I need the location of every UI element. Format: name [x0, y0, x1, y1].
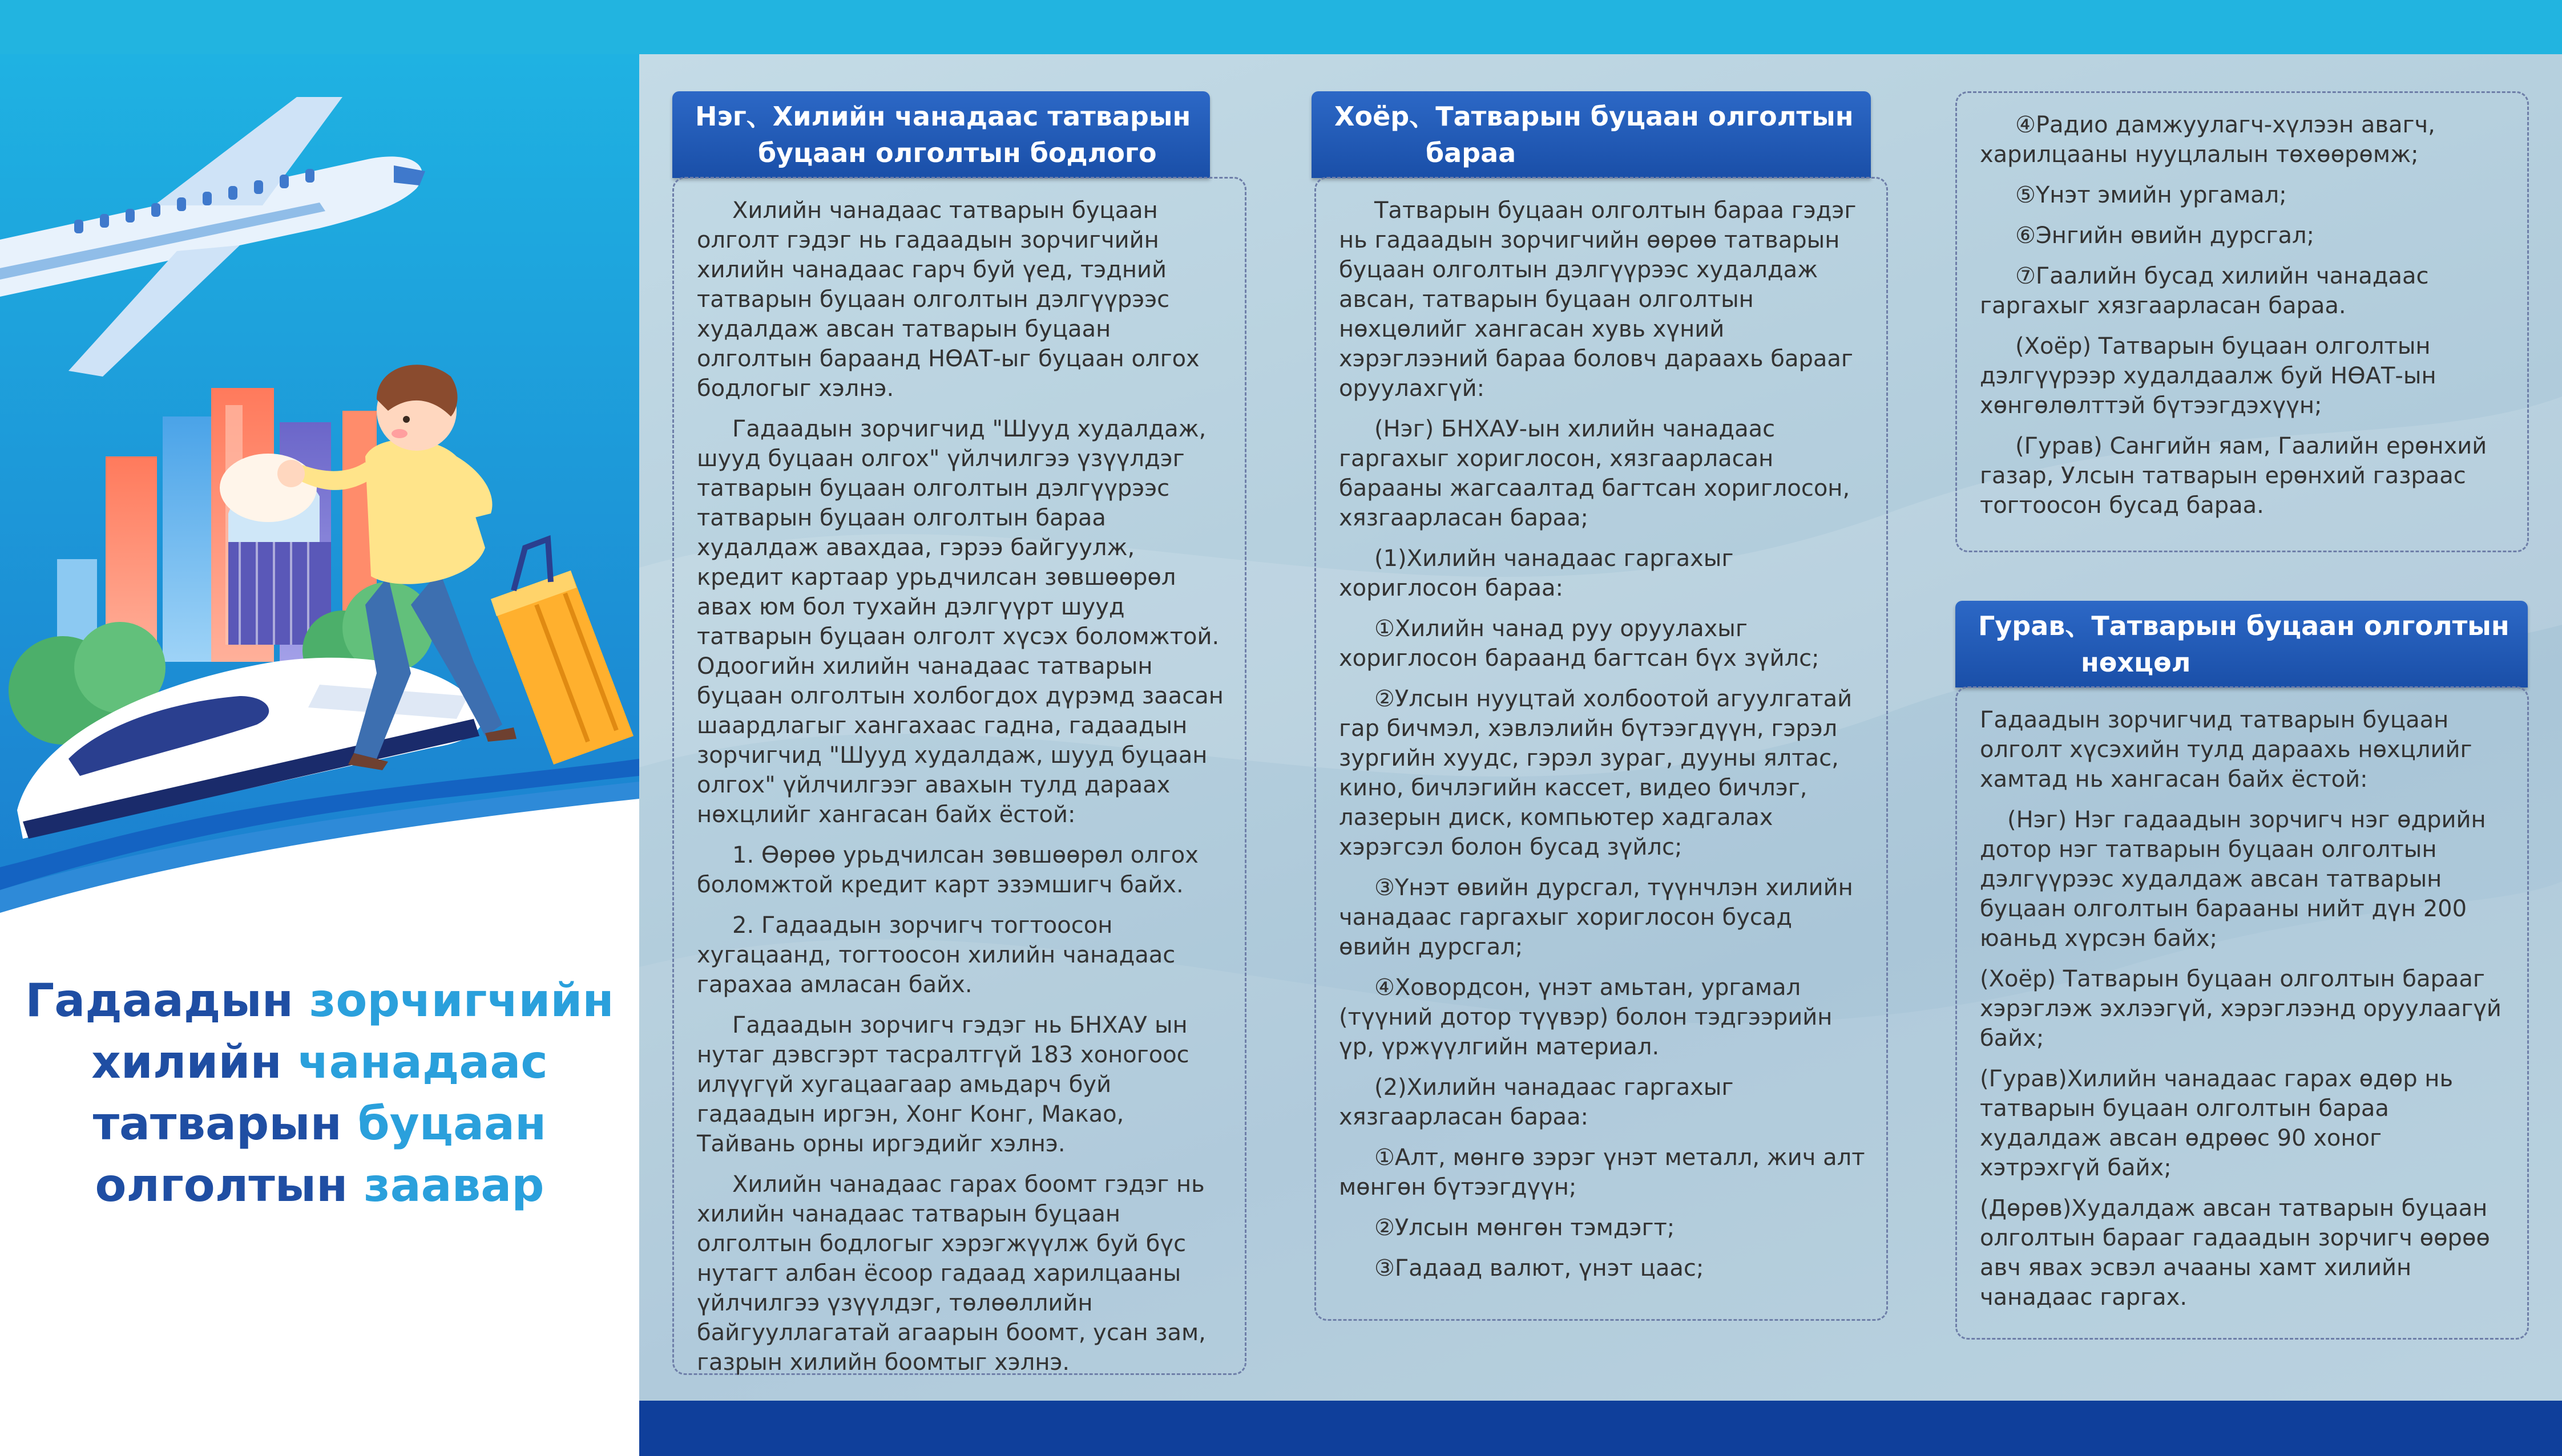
section-2-paragraph: ①Алт, мөнгө зэрэг үнэт металл, жич алт мөнгөн бүтээгдүүн;	[1339, 1144, 1865, 1200]
section-2-paragraph: ⑥Энгийн өвийн дурсгал;	[2015, 223, 2315, 249]
section-3-header	[1955, 601, 2528, 687]
cover-title-line-3	[23, 1093, 616, 1155]
section-1-title-line-2: буцаан олголтын бодлого	[758, 137, 1157, 168]
section-2-paragraph: ④Радио дамжуулагч-хүлээн авагч, харилцааны нууцлалын төхөөрөмж;	[1980, 112, 2435, 168]
cover-title-word: зорчигчийн	[309, 974, 614, 1027]
cover-title-word: чанадаас	[297, 1036, 548, 1089]
cover-title-line-2	[23, 1032, 616, 1093]
section-2-continued-box	[1955, 91, 2529, 552]
section-2-paragraph: ①Хилийн чанад руу оруулахыг хориглосон бараанд багтсан бүх зүйлс;	[1339, 616, 1819, 672]
section-2-paragraph: (Гурав) Сангийн яам, Гаалийн ерөнхий газар, Улсын татварын ерөнхий газраас тогтоосон бусад бараа.	[1980, 433, 2487, 519]
cover-title-line-4	[23, 1155, 616, 1216]
section-3-paragraph: (Гурав)Хилийн чанадаас гарах өдөр нь татварын буцаан олголтын бараа худалдаж авсан өдрөөс 90 хоног хэтрэхгүй байх;	[1980, 1066, 2454, 1181]
section-2-title-line-2: бараа	[1426, 137, 1516, 168]
cover-title-word: хилийн	[91, 1036, 282, 1089]
cover-title-word: буцаан	[357, 1097, 547, 1150]
section-3-paragraph: Гадаадын зорчигчид татварын буцаан олголт хүсэхийн тулд дараахь нөхцлийг хамтад нь хангасан байх ёстой:	[1980, 707, 2472, 792]
section-3-title-line-1: Гурав、Татварын буцаан олголтын	[1978, 610, 2509, 641]
cover-title-line-1	[23, 970, 616, 1032]
section-1-paragraph: Хилийн чанадаас гарах боомт гэдэг нь хилийн чанадаас татварын буцаан олголтын бодлогыг хэрэгжүүлж буй бүс нутагт албан ёсоор гадаад харилцааны үйлчилгээ үзүүлдэг, төлөөллийн байгууллагатай агаарын боомт, усан зам, газрын хилийн боомтыг хэлнэ.	[697, 1171, 1206, 1376]
bottom-banner-bar	[639, 1401, 2562, 1456]
section-2-paragraph: ⑤Үнэт эмийн ургамал;	[2015, 182, 2287, 208]
section-1-paragraph: 2. Гадаадын зорчигч тогтоосон хугацаанд, тогтоосон хилийн чанадаас гарахаа амласан байх.	[697, 912, 1176, 998]
section-2-paragraph: ⑦Гаалийн бусад хилийн чанадаас гаргахыг хязгаарласан бараа.	[1980, 263, 2429, 319]
section-1-paragraph: Хилийн чанадаас татварын буцаан олголт гэдэг нь гадаадын зорчигчийн хилийн чанадаас гарч буй үед, тэдний татварын буцаан олголтын дэлгүүрээс худалдаж авсан татварын буцаан олголтын бараанд НӨАТ-ыг буцаан олгох бодлогыг хэлнэ.	[697, 197, 1200, 402]
section-2-paragraph: (Нэг) БНХАУ-ын хилийн чанадаас гаргахыг хориглосон, хязгаарласан барааны жагсаалтад багтсан хориглосон, хязгаарласан бараа;	[1339, 416, 1850, 531]
cover-title-word: олголтын	[95, 1159, 348, 1212]
cover-illustration	[0, 0, 639, 1456]
section-2-paragraph: (1)Хилийн чанадаас гаргахыг хориглосон бараа:	[1339, 545, 1734, 601]
cover-title	[23, 970, 616, 1216]
section-1-header	[672, 91, 1210, 178]
section-3-paragraph: (Нэг) Нэг гадаадын зорчигч нэг өдрийн дотор нэг татварын буцаан олголтын дэлгүүрээс худалдаж авсан татварын буцаан олголтын барааны нийт дүн 200 юаньд хүрсэн байх;	[1980, 807, 2486, 952]
section-2-box	[1314, 177, 1888, 1321]
section-3-paragraph: (Хоёр) Татварын буцаан олголтын барааг хэрэглэж эхлээгүй, хэрэглээнд оруулаагүй байх;	[1980, 966, 2502, 1051]
section-1-paragraph: Гадаадын зорчигч гэдэг нь БНХАУ ын нутаг дэвсгэрт тасралтгүй 183 хоногоос илүүгүй хугацаагаар амьдарч буй гадаадын иргэн, Хонг Конг, Макао, Тайвань орны иргэдийг хэлнэ.	[697, 1012, 1189, 1157]
section-2-paragraph: ③Гадаад валют, үнэт цаас;	[1374, 1255, 1704, 1281]
section-3-paragraph: (Дөрөв)Худалдаж авсан татварын буцаан олголтын барааг гадаадын зорчигч өөрөө авч явах эсвэл ачааны хамт хилийн чанадаас гаргах.	[1980, 1195, 2490, 1311]
section-2-paragraph: Татварын буцаан олголтын бараа гэдэг нь гадаадын зорчигчийн өөрөө татварын буцаан олголтын дэлгүүрээс худалдаж авсан, татварын буцаан олголтын нөхцөлийг хангасан хувь хүний хэрэглээний бараа боловч дараахь барааг оруулахгүй:	[1339, 197, 1857, 402]
section-2-title-line-1: Хоёр、Татварын буцаан олголтын	[1334, 101, 1854, 132]
section-2-paragraph: ③Үнэт өвийн дурсгал, түүнчлэн хилийн чанадаас гаргахыг хориглосон бусад өвийн дурсгал;	[1339, 875, 1853, 960]
section-1-paragraph: Гадаадын зорчигчид "Шууд худалдаж, шууд буцаан олгох" үйлчилгээ үзүүлдэг татварын буцаан олголтын дэлгүүрээс татварын буцаан олголтын бараа худалдаж авахдаа, гэрээ байгуулж, кредит картаар урьдчилсан зөвшөөрөл авах юм бол тухайн дэлгүүрт шууд татварын буцаан олголт хүсэх боломжтой. Одоогийн хилийн чанадаас татварын буцаан олголтын холбогдох дүрэмд заасан шаардлагыг хангахаас гадна, гадаадын зорчигчид "Шууд худалдаж, шууд буцаан олгох" үйлчилгээг авахын тулд дараах нөхцлийг хангасан байх ёстой:	[697, 416, 1224, 828]
section-3-title-line-2: нөхцөл	[2081, 647, 2191, 678]
section-1-title-line-1: Нэг、Хилийн чанадаас татварын	[695, 101, 1191, 132]
section-2-paragraph: ④Ховордсон, үнэт амьтан, ургамал (түүний дотор түүвэр) болон тэдгээрийн үр, үржүүлгийн материал.	[1339, 974, 1833, 1060]
section-2-paragraph: ②Улсын нууцтай холбоотой агуулгатай гар бичмэл, хэвлэлийн бүтээгдүүн, гэрэл зургийн хуудс, гэрэл зураг, дууны ялтас, кино, бичлэгийн кассет, видео бичлэг, лазерын диск, компьютер хадгалах хэрэгсэл болон бусад зүйлс;	[1339, 686, 1853, 860]
section-2-paragraph: (2)Хилийн чанадаас гаргахыг хязгаарласан бараа:	[1339, 1074, 1734, 1130]
section-1-box	[672, 177, 1246, 1375]
cover-title-word: Гадаадын	[25, 974, 294, 1027]
cover-title-word: заавар	[364, 1159, 544, 1212]
cover-panel	[0, 0, 639, 1456]
section-2-paragraph: ②Улсын мөнгөн тэмдэгт;	[1374, 1215, 1675, 1241]
section-1-paragraph: 1. Өөрөө урьдчилсан зөвшөөрөл олгох боломжтой кредит карт эзэмшигч байх.	[697, 842, 1199, 898]
section-2-header	[1312, 91, 1871, 178]
section-2-paragraph: (Хоёр) Татварын буцаан олголтын дэлгүүрээр худалдаалж буй НӨАТ-ын хөнгөлөлттэй бүтээгдэхүүн;	[1980, 333, 2436, 419]
cover-title-word: татварын	[92, 1097, 342, 1150]
section-3-box	[1955, 686, 2529, 1340]
